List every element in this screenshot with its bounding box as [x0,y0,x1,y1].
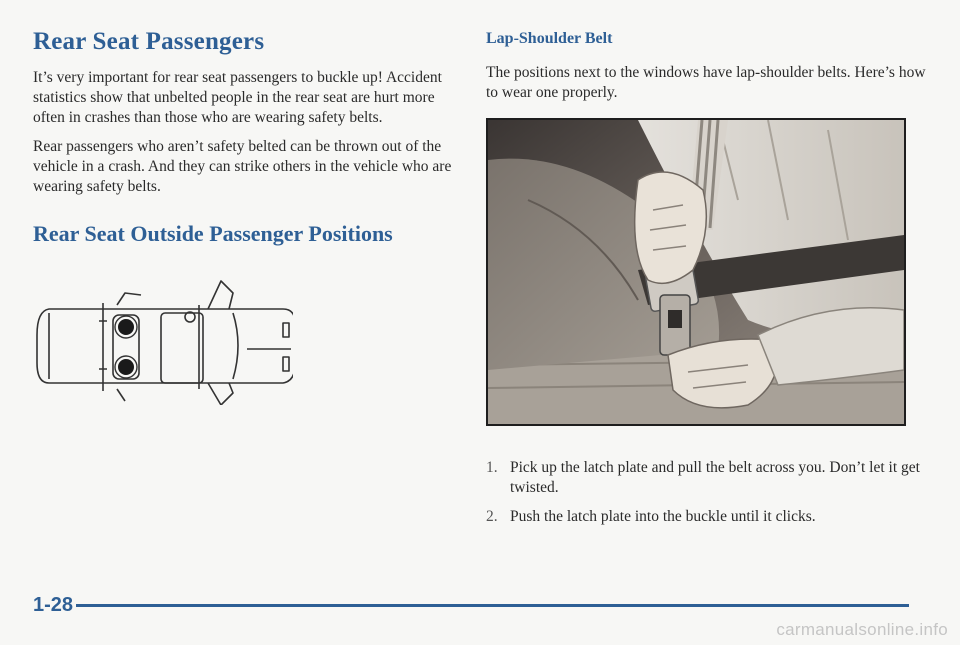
list-item [486,507,926,527]
belt-illustration [488,120,904,424]
seat-position-diagram [33,265,293,405]
section-heading-outside-positions: Rear Seat Outside Passenger Positions [33,221,393,246]
left-column [33,28,453,410]
step-number: 1. [486,459,498,476]
step-text: Pick up the latch plate and pull the belt across you. Don’t let it get twisted. [510,459,920,496]
page-title: Rear Seat Passengers [33,28,265,55]
rear-right-position-marker [118,359,134,375]
lap-shoulder-intro: The positions next to the windows have lap-shoulder belts. Here’s how to wear one properly. [486,64,926,101]
watermark: carmanualsonline.info [776,620,948,639]
warning-paragraph: Rear passengers who aren’t safety belted can be thrown out of the vehicle in a crash. And they can strike others in the vehicle who are wearing safety belts. [33,138,452,195]
step-number: 2. [486,508,498,525]
list-item [486,458,926,498]
rear-left-position-marker [118,319,134,335]
step-text: Push the latch plate into the buckle until it clicks. [510,508,816,525]
page-number: 1-28 [33,594,74,616]
belt-photo [486,118,906,426]
instruction-steps [486,458,926,536]
intro-paragraph: It’s very important for rear seat passengers to buckle up! Accident statistics show that unbelted people in the rear seat are hurt more often in crashes than those who are wearing safety belts. [33,69,442,126]
footer-divider [76,604,909,607]
right-column [486,30,926,112]
lap-shoulder-belt-heading: Lap-Shoulder Belt [486,30,613,47]
